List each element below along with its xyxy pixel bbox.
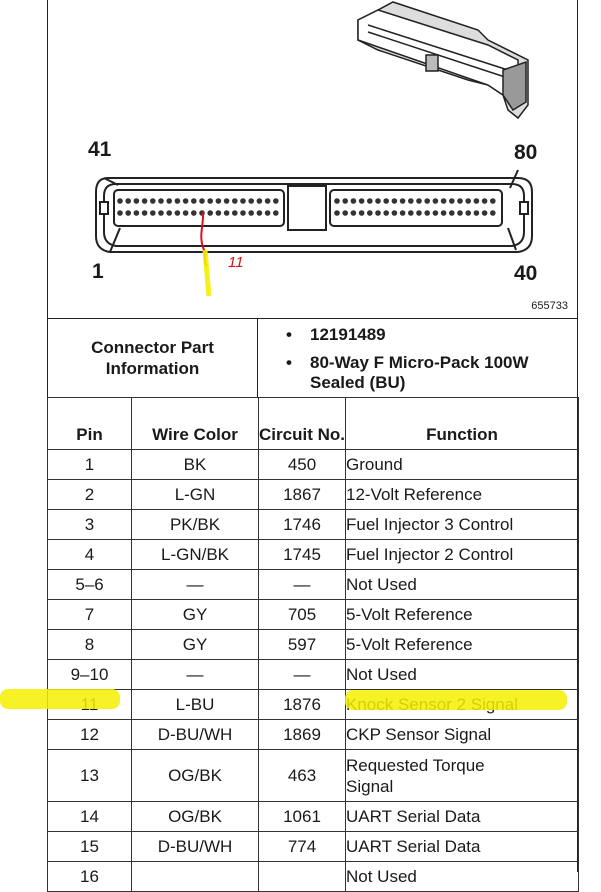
function-cell	[346, 630, 579, 660]
pin-cell: 16	[48, 862, 132, 892]
pin-cell: 1	[48, 450, 132, 480]
pin-hole	[166, 198, 172, 204]
pin-hole	[457, 198, 463, 204]
pin-hole	[351, 198, 357, 204]
function-text: UART Serial Data	[346, 807, 481, 826]
connector-diagram	[48, 0, 578, 318]
header-wire-color: Wire Color	[132, 398, 259, 450]
pin-cell: 15	[48, 832, 132, 862]
connector-info-label: Connector Part Information	[48, 319, 258, 397]
pin-cell: 4	[48, 540, 132, 570]
circuit-cell: —	[259, 660, 346, 690]
pin-hole	[416, 198, 422, 204]
pin-hole	[224, 198, 230, 204]
pin-hole	[207, 210, 213, 216]
circuit-cell: 1745	[259, 540, 346, 570]
wire-color-cell: BK	[132, 450, 259, 480]
function-text: Not Used	[346, 867, 417, 886]
function-text: Fuel Injector 2 Control	[346, 545, 514, 564]
highlight-pin-11	[0, 689, 120, 709]
pin-hole	[351, 210, 357, 216]
pin-hole	[474, 198, 480, 204]
function-text: Not Used	[346, 665, 417, 684]
pin-hole	[183, 210, 189, 216]
pin-hole	[392, 198, 398, 204]
pin-hole	[191, 210, 197, 216]
function-text: Requested Torque Signal	[346, 755, 485, 796]
pin-hole	[342, 210, 348, 216]
connector-type: 80-Way F Micro-Pack 100W Sealed (BU)	[310, 353, 529, 392]
pin-hole	[424, 210, 430, 216]
table-row	[48, 540, 579, 570]
pin-hole	[158, 198, 164, 204]
pin-hole	[166, 210, 172, 216]
pin-cell: 5–6	[48, 570, 132, 600]
pin-hole	[408, 198, 414, 204]
function-cell	[346, 660, 579, 690]
table-row	[48, 862, 579, 892]
pin-hole	[248, 210, 254, 216]
pin-1-label: 1	[92, 260, 104, 283]
circuit-cell: 1746	[259, 510, 346, 540]
pin-hole	[383, 198, 389, 204]
pin-hole	[150, 198, 156, 204]
pin-hole	[449, 210, 455, 216]
pin-hole	[199, 210, 205, 216]
wire-color-cell: —	[132, 660, 259, 690]
pin-cell: 13	[48, 750, 132, 802]
pin-hole	[134, 198, 140, 204]
circuit-cell: 774	[259, 832, 346, 862]
bullet-icon: •	[286, 353, 292, 372]
pin-hole	[482, 198, 488, 204]
table-body	[48, 450, 579, 892]
pin-hole	[449, 198, 455, 204]
table-row	[48, 570, 579, 600]
pin-40-label: 40	[514, 262, 538, 285]
pin-cell: 7	[48, 600, 132, 630]
header-pin: Pin	[48, 398, 132, 450]
function-cell	[346, 450, 579, 480]
pin-hole	[465, 210, 471, 216]
wire-color-cell: D-BU/WH	[132, 832, 259, 862]
pin-hole	[383, 210, 389, 216]
pin-hole	[474, 210, 480, 216]
pin-hole	[490, 210, 496, 216]
pin-hole	[457, 210, 463, 216]
function-text: CKP Sensor Signal	[346, 725, 492, 744]
part-number: 12191489	[310, 325, 386, 344]
pin-hole	[342, 198, 348, 204]
pin-holes	[117, 198, 495, 216]
pin-cell: 12	[48, 720, 132, 750]
function-text: 5-Volt Reference	[346, 635, 473, 654]
table-row	[48, 720, 579, 750]
pin-hole	[367, 198, 373, 204]
wire-color-cell: GY	[132, 630, 259, 660]
pin-hole	[240, 210, 246, 216]
pin-hole	[216, 198, 222, 204]
pin-hole	[367, 210, 373, 216]
function-text: Not Used	[346, 575, 417, 594]
connector-info-details	[260, 319, 578, 397]
wire-color-cell: D-BU/WH	[132, 720, 259, 750]
table-row	[48, 600, 579, 630]
pin-80-label: 80	[514, 141, 538, 164]
function-text: 5-Volt Reference	[346, 605, 473, 624]
pin-hole	[416, 210, 422, 216]
pin-hole	[150, 210, 156, 216]
circuit-cell: 705	[259, 600, 346, 630]
circuit-cell: 1876	[259, 690, 346, 720]
pin-hole	[400, 198, 406, 204]
pin-hole	[117, 198, 123, 204]
function-cell	[346, 750, 579, 802]
table-row	[48, 480, 579, 510]
pin-hole	[334, 198, 340, 204]
figure-number: 655733	[531, 300, 568, 312]
connector-drawing	[48, 0, 578, 318]
circuit-cell: 1867	[259, 480, 346, 510]
pin-hole	[175, 210, 181, 216]
pin-hole	[441, 210, 447, 216]
connector-part-info	[48, 318, 578, 398]
pinout-table	[47, 397, 579, 892]
pin-hole	[207, 198, 213, 204]
header-function: Function	[346, 398, 579, 450]
pin-hole	[441, 198, 447, 204]
pin-41-label: 41	[88, 138, 112, 161]
table-row	[48, 802, 579, 832]
pin-cell: 8	[48, 630, 132, 660]
pin-hole	[392, 210, 398, 216]
function-cell	[346, 802, 579, 832]
pin-hole	[400, 210, 406, 216]
table-row	[48, 630, 579, 660]
pin-cell: 3	[48, 510, 132, 540]
pin-hole	[191, 198, 197, 204]
circuit-cell: 1061	[259, 802, 346, 832]
pin-hole	[465, 198, 471, 204]
pin-hole	[248, 198, 254, 204]
circuit-cell: 597	[259, 630, 346, 660]
pin-cell: 2	[48, 480, 132, 510]
function-cell	[346, 720, 579, 750]
connector-3d-illustration	[358, 2, 528, 118]
circuit-cell: 1869	[259, 720, 346, 750]
pin-hole	[240, 198, 246, 204]
pin-hole	[375, 210, 381, 216]
pin-hole	[273, 210, 279, 216]
pin-cell: 9–10	[48, 660, 132, 690]
wire-color-cell: PK/BK	[132, 510, 259, 540]
function-cell	[346, 480, 579, 510]
function-cell	[346, 510, 579, 540]
pin-hole	[482, 210, 488, 216]
pin-hole	[142, 210, 148, 216]
pin-hole	[375, 198, 381, 204]
bullet-icon: •	[286, 325, 292, 344]
pin-hole	[257, 198, 263, 204]
function-text: Fuel Injector 3 Control	[346, 515, 514, 534]
wire-color-cell	[132, 862, 259, 892]
pin-hole	[490, 198, 496, 204]
pin-hole	[265, 210, 271, 216]
pin-hole	[199, 198, 205, 204]
wire-color-cell: GY	[132, 600, 259, 630]
function-text: 12-Volt Reference	[346, 485, 483, 504]
pin-cell: 14	[48, 802, 132, 832]
pin-hole	[359, 210, 365, 216]
function-cell	[346, 832, 579, 862]
table-row	[48, 832, 579, 862]
pin-hole	[142, 198, 148, 204]
table-row	[48, 510, 579, 540]
function-text: UART Serial Data	[346, 837, 481, 856]
wire-color-cell: L-GN/BK	[132, 540, 259, 570]
pin-hole	[273, 198, 279, 204]
pin-hole	[158, 210, 164, 216]
wire-color-cell: L-GN	[132, 480, 259, 510]
table-row	[48, 450, 579, 480]
pin-11-annotation: 11	[228, 254, 244, 271]
wire-color-cell: OG/BK	[132, 750, 259, 802]
pin-hole	[359, 198, 365, 204]
circuit-cell: 450	[259, 450, 346, 480]
highlight-function-11	[345, 690, 567, 710]
pin-hole	[232, 210, 238, 216]
function-cell	[346, 600, 579, 630]
pin-hole	[216, 210, 222, 216]
wire-color-cell: —	[132, 570, 259, 600]
pin-hole	[232, 198, 238, 204]
table-row	[48, 660, 579, 690]
function-text: Ground	[346, 455, 403, 474]
table-row	[48, 750, 579, 802]
pin-hole	[125, 210, 131, 216]
wire-color-cell: L-BU	[132, 690, 259, 720]
header-circuit-no: Circuit No.	[259, 398, 346, 450]
pin-hole	[433, 210, 439, 216]
circuit-cell: —	[259, 570, 346, 600]
pin-hole	[334, 210, 340, 216]
pin-hole	[175, 198, 181, 204]
function-cell	[346, 570, 579, 600]
function-cell	[346, 862, 579, 892]
pin-hole	[257, 210, 263, 216]
table-header-row	[48, 398, 579, 450]
circuit-cell: 463	[259, 750, 346, 802]
wire-color-cell: OG/BK	[132, 802, 259, 832]
pin-hole	[134, 210, 140, 216]
pin-hole	[117, 210, 123, 216]
pin-hole	[424, 198, 430, 204]
circuit-cell	[259, 862, 346, 892]
pin-hole	[265, 198, 271, 204]
pin-hole	[183, 198, 189, 204]
pin-hole	[224, 210, 230, 216]
pin-hole	[433, 198, 439, 204]
function-cell	[346, 540, 579, 570]
pin-hole	[125, 198, 131, 204]
pin-hole	[408, 210, 414, 216]
